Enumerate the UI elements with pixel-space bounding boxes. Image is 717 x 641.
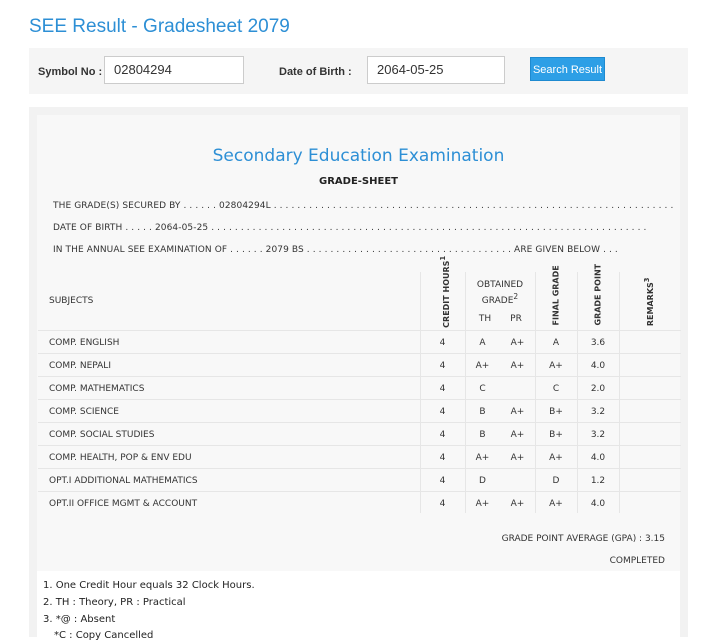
subject-cell: COMP. NEPALI	[49, 361, 111, 371]
subject-cell: COMP. HEALTH, POP & ENV EDU	[49, 453, 192, 463]
gradesheet	[37, 115, 680, 641]
credit-cell: 4	[439, 499, 446, 509]
final-grade-cell: A	[552, 338, 560, 348]
exam-title: Secondary Education Examination	[212, 146, 505, 166]
grade-point-cell: 4.0	[590, 361, 606, 371]
table-row	[38, 422, 681, 446]
credit-cell: 4	[439, 453, 446, 463]
table-header	[38, 255, 681, 330]
final-grade-cell: A+	[549, 453, 563, 463]
grade-point-cell: 3.6	[590, 338, 606, 348]
subject-cell: COMP. ENGLISH	[49, 338, 120, 348]
th-grade-cell: A	[479, 338, 486, 348]
dob-label: Date of Birth :	[279, 66, 352, 78]
search-bar	[29, 48, 688, 94]
symbol-input[interactable]: 02804294	[104, 56, 244, 84]
pr-grade-cell: A+	[510, 453, 525, 463]
th-grade-cell: C	[479, 384, 486, 394]
pr-grade-cell: A+	[510, 407, 525, 417]
th-grade-cell: B	[479, 407, 486, 417]
note-2: 2. TH : Theory, PR : Practical	[43, 597, 186, 608]
final-grade-cell: C	[552, 384, 560, 394]
th-grade-cell: D	[479, 476, 486, 486]
final-grade-cell: D	[552, 476, 560, 486]
final-grade-cell: A+	[549, 499, 563, 509]
pr-grade-cell: A+	[510, 499, 525, 509]
pr-grade-cell: A+	[510, 430, 525, 440]
header-final-grade: FINAL GRADE	[551, 265, 561, 326]
table-row	[38, 445, 681, 469]
gradesheet-heading: GRADE-SHEET	[319, 176, 398, 187]
header-credit-hours: CREDIT HOURS$^1$	[439, 255, 451, 328]
page-title: SEE Result - Gradesheet 2079	[29, 16, 290, 37]
grade-point-cell: 2.0	[590, 384, 606, 394]
subject-cell: COMP. MATHEMATICS	[49, 384, 145, 394]
header-th: TH	[478, 314, 492, 324]
credit-cell: 4	[439, 384, 446, 394]
th-grade-cell: A+	[475, 361, 490, 371]
credit-cell: 4	[439, 338, 446, 348]
final-grade-cell: A+	[549, 361, 563, 371]
header-subjects: SUBJECTS	[49, 296, 94, 306]
note-4: *C : Copy Cancelled	[54, 630, 154, 641]
gpa-text: GRADE POINT AVERAGE (GPA) : 3.15	[501, 534, 665, 544]
credit-cell: 4	[439, 361, 446, 371]
note-1: 1. One Credit Hour equals 32 Clock Hours.	[43, 580, 255, 591]
gradesheet-container	[29, 107, 688, 641]
subject-cell: OPT.I ADDITIONAL MATHEMATICS	[49, 476, 198, 486]
grade-point-cell: 3.2	[590, 430, 606, 440]
exam-line: IN THE ANNUAL SEE EXAMINATION OF . . . . . . 2079 BS . . . . . . . . . . . . . . . . . . . . . . . . . . . . . . . . . . . ARE GIVEN BELOW . . .	[53, 245, 618, 255]
grade-point-cell: 3.2	[590, 407, 606, 417]
table-row	[38, 376, 681, 400]
table-row	[38, 399, 681, 423]
pr-grade-cell: A+	[510, 338, 525, 348]
subject-cell: COMP. SOCIAL STUDIES	[49, 430, 155, 440]
symbol-label: Symbol No :	[38, 66, 103, 78]
notes-panel	[37, 571, 680, 641]
th-grade-cell: A+	[475, 499, 490, 509]
header-pr: PR	[510, 314, 522, 324]
table-row	[38, 353, 681, 377]
grade-secured-line: THE GRADE(S) SECURED BY . . . . . . 02804294L . . . . . . . . . . . . . . . . . . . . . . . . . . . . . . . . . . . . . . . . . . . . . . . . . . . . . . . . . . . . . . . . . . . .	[53, 201, 673, 211]
search-result-button[interactable]: Search Result	[530, 57, 605, 81]
grade-point-cell: 1.2	[590, 476, 606, 486]
th-grade-cell: A+	[475, 453, 490, 463]
table-row	[38, 491, 681, 515]
header-grade-point: GRADE POINT	[593, 263, 603, 326]
completion-status: COMPLETED	[609, 556, 665, 566]
th-grade-cell: B	[479, 430, 486, 440]
header-remarks: REMARKS$^3$	[643, 277, 655, 327]
credit-cell: 4	[439, 407, 446, 417]
final-grade-cell: B+	[549, 430, 563, 440]
credit-cell: 4	[439, 476, 446, 486]
dob-line: DATE OF BIRTH . . . . . 2064-05-25 . . . . . . . . . . . . . . . . . . . . . . . . . . . . . . . . . . . . . . . . . . . . . . . . . . . . . . . . . . . . . . . . . . . . . . . . . .	[53, 223, 647, 233]
note-3: 3. *@ : Absent	[43, 614, 116, 625]
dob-input[interactable]: 2064-05-25	[367, 56, 505, 84]
credit-cell: 4	[439, 430, 446, 440]
grade-point-cell: 4.0	[590, 499, 606, 509]
final-grade-cell: B+	[549, 407, 563, 417]
subject-cell: COMP. SCIENCE	[49, 407, 119, 417]
subject-cell: OPT.II OFFICE MGMT & ACCOUNT	[49, 499, 198, 509]
table-row	[38, 330, 681, 354]
header-obtained-grade: OBTAINED GRADE$^2$	[476, 280, 524, 306]
grade-point-cell: 4.0	[590, 453, 606, 463]
table-row	[38, 468, 681, 492]
pr-grade-cell: A+	[510, 361, 525, 371]
